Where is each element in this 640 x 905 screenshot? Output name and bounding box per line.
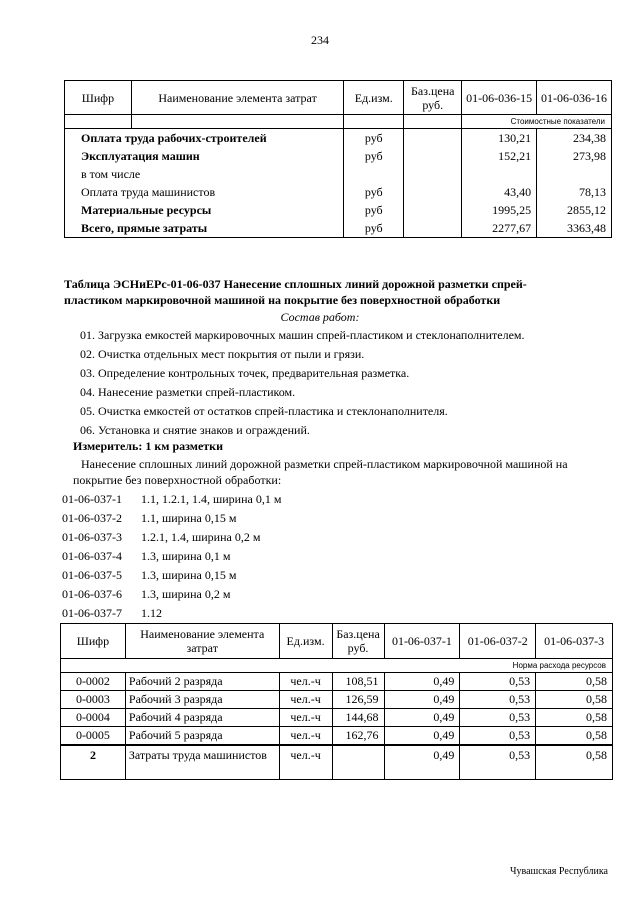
code-id: 01-06-037-6 [62, 587, 122, 601]
row-code: 0-0003 [61, 691, 126, 709]
row-unit: руб [344, 147, 404, 165]
table-row [65, 201, 612, 219]
row-value: 0,58 [536, 673, 613, 691]
header-price: Баз.цена руб. [332, 624, 384, 659]
row-value: 0,58 [536, 727, 613, 746]
cost-table [64, 80, 612, 238]
table-row [65, 219, 612, 238]
row-price [332, 745, 384, 780]
row-code: 0-0004 [61, 709, 126, 727]
code-id: 01-06-037-2 [62, 511, 122, 525]
row-code: 0-0002 [61, 673, 126, 691]
row-price: 144,68 [332, 709, 384, 727]
header-col1: 01-06-037-1 [384, 624, 460, 659]
subheader-label: Норма расхода ресурсов [61, 659, 613, 673]
row-name: Всего, прямые затраты [65, 219, 344, 238]
table-row [61, 727, 613, 746]
row-value: 152,21 [462, 147, 537, 165]
code-id: 01-06-037-4 [62, 549, 122, 563]
row-value: 0,49 [384, 709, 460, 727]
work-composition-title: Состав работ: [280, 310, 360, 324]
row-value: 0,49 [384, 691, 460, 709]
row-code: 2 [61, 745, 126, 780]
code-desc: 1.1, 1.2.1, 1.4, ширина 0,1 м [141, 492, 282, 506]
cost-table-header [65, 81, 612, 115]
work-steps-list [80, 326, 620, 440]
row-name: Рабочий 3 разряда [125, 691, 279, 709]
row-value: 0,53 [460, 691, 536, 709]
code-id: 01-06-037-3 [62, 530, 122, 544]
row-price: 162,76 [332, 727, 384, 746]
row-value: 0,53 [460, 727, 536, 746]
table-row [65, 183, 612, 201]
row-value: 0,49 [384, 727, 460, 746]
row-price: 108,51 [332, 673, 384, 691]
header-name: Наименование элемента затрат [125, 624, 279, 659]
list-item: 01. Загрузка емкостей маркировочных машин спрей-пластиком и стеклонаполнителем. [80, 328, 525, 342]
code-desc: 1.12 [141, 606, 162, 620]
row-unit: руб [344, 201, 404, 219]
header-price: Баз.цена руб. [404, 81, 462, 115]
row-value: 0,53 [460, 745, 536, 780]
table-row [61, 691, 613, 709]
header-unit: Ед.изм. [344, 81, 404, 115]
header-code: Шифр [65, 81, 132, 115]
row-value: 2855,12 [537, 201, 612, 219]
code-id: 01-06-037-7 [62, 606, 122, 620]
row-value: 130,21 [462, 129, 537, 148]
code-id: 01-06-037-1 [62, 492, 122, 506]
row-value: 0,53 [460, 709, 536, 727]
list-item: 04. Нанесение разметки спрей-пластиком. [80, 385, 296, 399]
list-item: 06. Установка и снятие знаков и ограждений. [80, 423, 310, 437]
row-unit: руб [344, 129, 404, 148]
row-value: 3363,48 [537, 219, 612, 238]
header-unit: Ед.изм. [279, 624, 332, 659]
list-item [62, 509, 281, 528]
row-value: 43,40 [462, 183, 537, 201]
header-col2: 01-06-036-16 [537, 81, 612, 115]
page-number: 234 [311, 33, 329, 47]
row-unit: чел.-ч [279, 709, 332, 727]
row-unit: руб [344, 183, 404, 201]
table-row [65, 147, 612, 165]
cost-table-subheader [65, 115, 612, 129]
row-unit: чел.-ч [279, 691, 332, 709]
list-item [62, 528, 281, 547]
row-unit: чел.-ч [279, 727, 332, 746]
header-name: Наименование элемента затрат [131, 81, 343, 115]
code-id: 01-06-037-5 [62, 568, 122, 582]
footer-region-label: Чувашская Республика [509, 866, 608, 877]
row-price: 126,59 [332, 691, 384, 709]
code-desc: 1.3, ширина 0,2 м [141, 587, 231, 601]
resource-table-subheader [61, 659, 613, 673]
header-col2: 01-06-037-2 [460, 624, 536, 659]
row-name: Эксплуатация машин [65, 147, 344, 165]
row-value: 234,38 [537, 129, 612, 148]
table-row [61, 709, 613, 727]
intro-text: Нанесение сплошных линий дорожной разметки спрей-пластиком маркировочной машиной на покрытие без поверхностной обработки: [73, 457, 568, 487]
table-row [61, 745, 613, 780]
row-name: Рабочий 2 разряда [125, 673, 279, 691]
row-value: 78,13 [537, 183, 612, 201]
list-item: 05. Очистка емкостей от остатков спрей-пластика и стеклонаполнителя. [80, 404, 448, 418]
list-item [62, 585, 281, 604]
row-unit: чел.-ч [279, 745, 332, 780]
row-value: 2277,67 [462, 219, 537, 238]
list-item [62, 566, 281, 585]
codes-list [62, 490, 281, 623]
list-item: 03. Определение контрольных точек, предварительная разметка. [80, 366, 410, 380]
meter-label: Измеритель: 1 км разметки [73, 439, 224, 453]
row-name: Затраты труда машинистов [125, 745, 279, 780]
list-item: 02. Очистка отдельных мест покрытия от пыли и грязи. [80, 347, 365, 361]
row-name: Материальные ресурсы [65, 201, 344, 219]
row-unit: руб [344, 219, 404, 238]
row-name: Рабочий 5 разряда [125, 727, 279, 746]
row-value: 1995,25 [462, 201, 537, 219]
row-value: 0,49 [384, 673, 460, 691]
row-value: 0,49 [384, 745, 460, 780]
header-col3: 01-06-037-3 [536, 624, 613, 659]
header-code: Шифр [61, 624, 126, 659]
list-item [62, 490, 281, 509]
header-col1: 01-06-036-15 [462, 81, 537, 115]
table-row [65, 129, 612, 148]
row-name: Оплата труда машинистов [65, 183, 344, 201]
row-code: 0-0005 [61, 727, 126, 746]
row-name: Оплата труда рабочих-строителей [65, 129, 344, 148]
row-name: Рабочий 4 разряда [125, 709, 279, 727]
resource-table [60, 623, 613, 780]
row-value: 273,98 [537, 147, 612, 165]
row-value: 0,58 [536, 745, 613, 780]
row-value: 0,53 [460, 673, 536, 691]
row-unit: чел.-ч [279, 673, 332, 691]
row-name: в том числе [65, 165, 344, 183]
row-value: 0,58 [536, 691, 613, 709]
resource-table-header [61, 624, 613, 659]
code-desc: 1.2.1, 1.4, ширина 0,2 м [141, 530, 261, 544]
subheader-label: Стоимостные показатели [462, 115, 612, 129]
table-title: Таблица ЭСНиЕРс-01-06-037 Нанесение сплошных линий дорожной разметки спрей-пластиком маркировочной машиной на покрытие без поверхностной обработки [64, 277, 527, 307]
list-item [62, 604, 281, 623]
code-desc: 1.3, ширина 0,1 м [141, 549, 231, 563]
list-item [62, 547, 281, 566]
table-row [61, 673, 613, 691]
code-desc: 1.3, ширина 0,15 м [141, 568, 237, 582]
code-desc: 1.1, ширина 0,15 м [141, 511, 237, 525]
row-value: 0,58 [536, 709, 613, 727]
table-row [65, 165, 612, 183]
